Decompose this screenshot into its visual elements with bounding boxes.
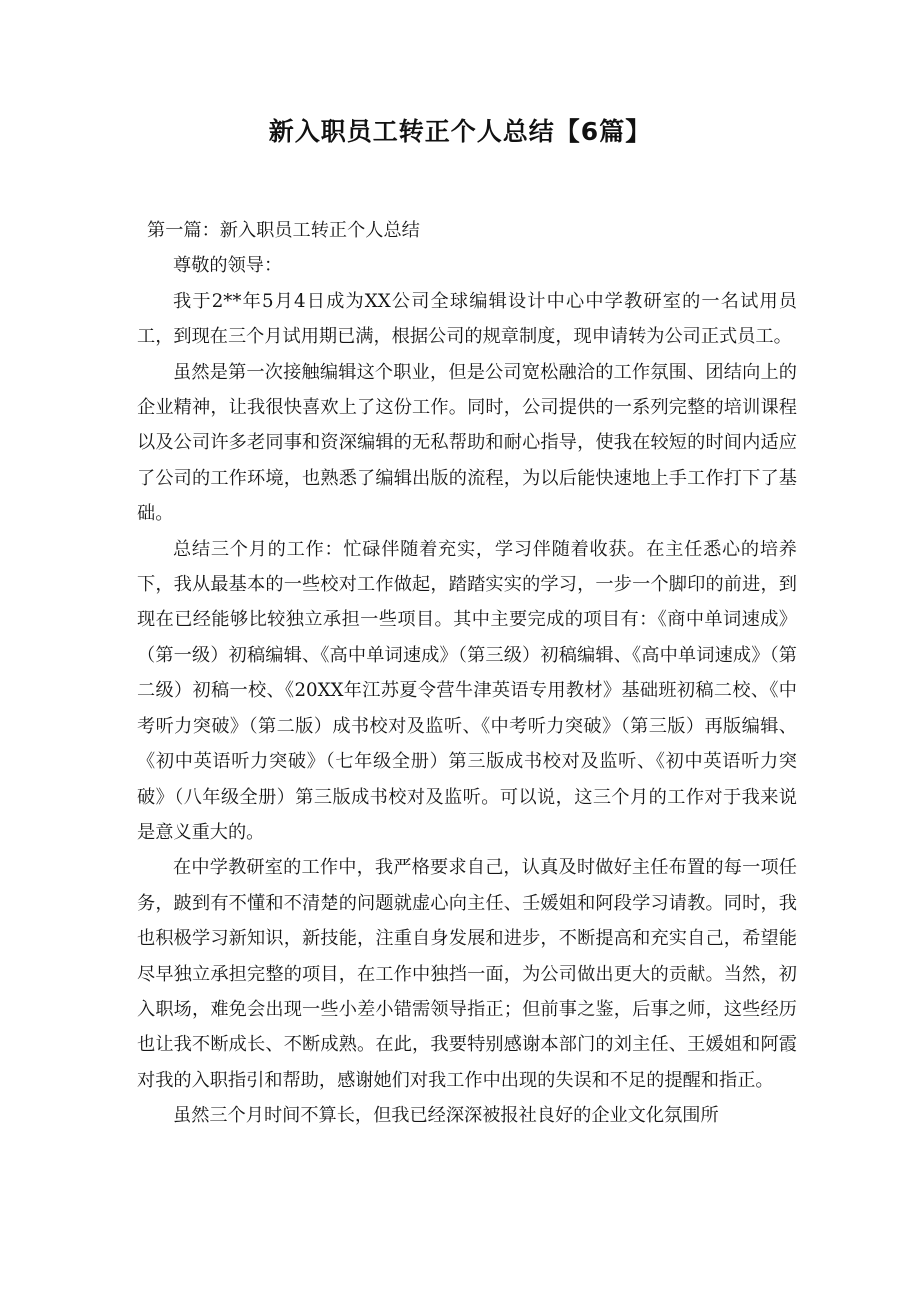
document-title: 新入职员工转正个人总结【6篇】: [268, 117, 652, 146]
document-body: [137, 213, 797, 1134]
paragraph-3: 总结三个月的工作：忙碌伴随着充实，学习伴随着收获。在主任悉心的培养下，我从最基本的一些校对工作做起，踏踏实实的学习，一步一个脚印的前进，到现在已经能够比较独立承担一些项目。其中主要完成的项目有：《商中单词速成》（第一级）初稿编辑、《高中单词速成》（第三级）初稿编辑、《高中单词速成》（第二级）初稿一校、《20XX年江苏夏令营牛津英语专用教材》基础班初稿二校、《中考听力突破》（第二版）成书校对及监听、《中考听力突破》（第三版）再版编辑、《初中英语听力突破》（七年级全册）第三版成书校对及监听、《初中英语听力突破》（八年级全册）第三版成书校对及监听。可以说，这三个月的工作对于我来说是意义重大的。: [137, 538, 797, 843]
paragraph-5: 虽然三个月时间不算长，但我已经深深被报社良好的企业文化氛围所: [173, 1105, 719, 1127]
paragraph-4: 在中学教研室的工作中，我严格要求自己，认真及时做好主任布置的每一项任务，跛到有不懂和不清楚的问题就虚心向主任、壬媛姐和阿段学习请教。同时，我也积极学习新知识，新技能，注重自身发展和进步，不断提高和充实自己，希望能尽早独立承担完整的项目，在工作中独挡一面，为公司做出更大的贡献。当然，初入职场，难免会出现一些小差小错需领导指正；但前事之鉴，后事之师，这些经历也让我不断成长、不断成熟。在此，我要特别感谢本部门的刘主任、王媛姐和阿霞对我的入职指引和帮助，感谢她们对我工作中出现的失误和不足的提醒和指正。: [137, 857, 797, 1091]
paragraph-2: 虽然是第一次接触编辑这个职业，但是公司宽松融洽的工作氛围、团结向上的企业精神，让我很快喜欢上了这份工作。同时，公司提供的一系列完整的培训课程以及公司许多老同事和资深编辑的无私帮助和耐心指导，使我在较短的时间内适应了公司的工作环境，也熟悉了编辑出版的流程，为以后能快速地上手工作打下了基础。: [137, 361, 797, 525]
paragraph-1: 我于2**年5月4日成为XX公司全球编辑设计中心中学教研室的一名试用员工，到现在三个月试用期已满，根据公司的规章制度，现申请转为公司正式员工。: [137, 290, 797, 348]
salutation: 尊敬的领导：: [173, 255, 283, 277]
section-heading: 第一篇：新入职员工转正个人总结: [147, 220, 420, 241]
